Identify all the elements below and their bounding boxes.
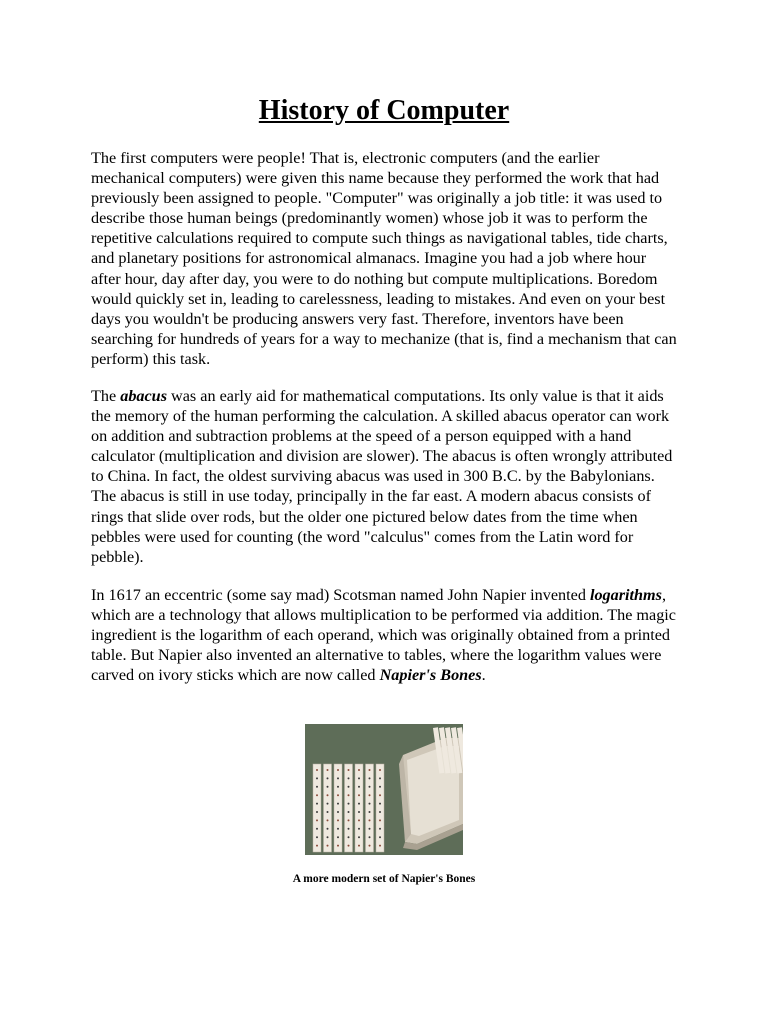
rod	[345, 764, 353, 852]
rod	[355, 764, 363, 852]
rod	[313, 764, 321, 852]
napiers-bones-photo	[305, 724, 463, 855]
rod	[334, 764, 342, 852]
paragraph-intro: The first computers were people! That is, electronic computers (and the earlier mechanical computers) were given this name because they performed the work that had previously been assigned to people. "Computer" was originally a job title: it was used to describe those human beings (predominantly women) whose job it was to perform the repetitive calculations required to compute such things as navigational tables, tide charts, and planetary positions for astronomical almanacs. Imagine you had a job where hour after hour, day after day, you were to do nothing but compute multiplications. Boredom would quickly set in, leading to carelessness, leading to mistakes. And even on your best days you wouldn't be producing answers very fast. Therefore, inventors have been searching for hundreds of years for a way to mechanize (that is, find a mechanism that can perform) this task.	[91, 149, 677, 368]
rod	[376, 764, 384, 852]
text-span: , which are a technology that allows multiplication to be performed via addition. The magic ingredient is the logarithm of each operand, which was originally obtained from a printed table. But Napier also invented an alternative to tables, where the logarithm values were carved on ivory sticks which are now called	[91, 586, 676, 685]
text-span: In 1617 an eccentric (some say mad) Scotsman named John Napier invented	[91, 586, 590, 604]
paragraph-napier	[91, 585, 677, 685]
loose-rods	[313, 764, 384, 852]
text-span: .	[481, 666, 486, 685]
page-title: History of Computer	[258, 95, 510, 126]
rod	[324, 764, 332, 852]
napiers-bones-image	[305, 724, 463, 855]
term-abacus: abacus	[120, 387, 167, 405]
text-span: was an early aid for mathematical computations. Its only value is that it aids the memory of the human performing the calculation. A skilled abacus operator can work on addition and subtraction problems at the speed of a person equipped with a hand calculator (multiplication and division are slower). The abacus is often wrongly attributed to China. In fact, the oldest surviving abacus was used in 300 B.C. by the Babylonians. The abacus is still in use today, principally in the far east. A modern abacus consists of rings that slide over rods, but the older one pictured below dates from the time when pebbles were used for counting (the word "calculus" comes from the Latin word for pebble).	[91, 387, 673, 566]
text-span: The	[91, 387, 121, 405]
term-logarithms: logarithms	[589, 586, 662, 604]
paragraph-abacus	[91, 386, 677, 567]
figure-caption: A more modern set of Napier's Bones	[292, 873, 476, 885]
term-napiers-bones: Napier's Bones	[379, 666, 482, 685]
rod	[366, 764, 374, 852]
